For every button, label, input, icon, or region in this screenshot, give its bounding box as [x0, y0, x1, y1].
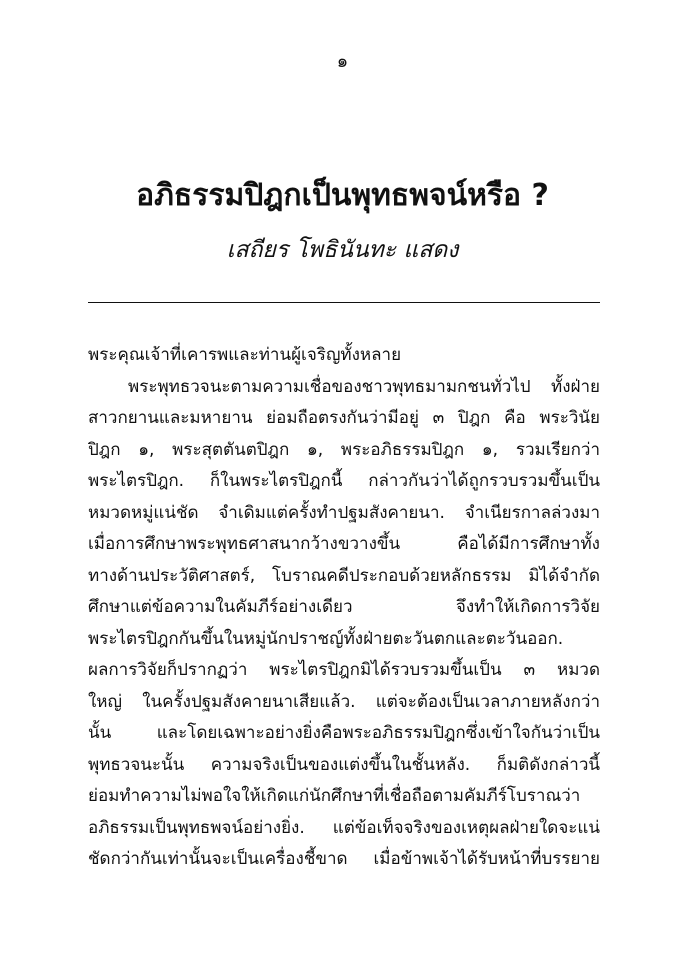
document-title: อภิธรรมปิฎกเป็นพุทธพจน์หรือ ? — [136, 178, 549, 213]
salutation-line: พระคุณเจ้าที่เคารพและท่านผู้เจริญทั้งหลาย — [88, 345, 402, 365]
body-line: ปิฎก ๑, พระสุตตันตปิฎก ๑, พระอภิธรรมปิฎก ๑, รวมเรียกว่า — [88, 439, 600, 460]
body-line: ทางด้านประวัติศาสตร์, โบราณคดีประกอบด้วยหลักธรรม มิได้จำกัด — [88, 565, 600, 586]
body-line: ใหญ่ ในครั้งปฐมสังคายนาเสียแล้ว. แต่จะต้องเป็นเวลาภายหลังกว่า — [88, 691, 600, 712]
page-number: ๑ — [336, 51, 349, 72]
body-line: สาวกยานและมหายาน ย่อมถือตรงกันว่ามีอยู่ ๓ ปิฎก คือ พระวินัย — [88, 408, 600, 428]
body-line: นั้น และโดยเฉพาะอย่างยิ่งคือพระอภิธรรมปิฎกซึ่งเข้าใจกันว่าเป็น — [88, 723, 600, 743]
body-line: ย่อมทำความไม่พอใจให้เกิดแก่นักศึกษาที่เชื่อถือตามคัมภีร์โบราณว่า — [88, 786, 581, 806]
body-line: ผลการวิจัยก็ปรากฏว่า พระไตรปิฎกมิได้รวบรวมขึ้นเป็น ๓ หมวด — [88, 660, 600, 680]
body-line: ชัดกว่ากันเท่านั้นจะเป็นเครื่องชี้ขาด เมื่อข้าพเจ้าได้รับหน้าที่บรรยาย — [88, 849, 600, 869]
author-line: เสถียร โพธินันทะ แสดง — [226, 237, 459, 263]
body-line: หมวดหมู่แน่ชัด จำเดิมแต่ครั้งทำปฐมสังคายนา. จำเนียรกาลล่วงมา — [88, 502, 600, 523]
body-line: ศึกษาแต่ข้อความในคัมภีร์อย่างเดียว จึงทำให้เกิดการวิจัย — [88, 597, 600, 617]
body-line: พระพุทธวจนะตามความเชื่อของชาวพุทธมามกชนทั่วไป ทั้งฝ่าย — [128, 376, 600, 397]
body-line: เมื่อการศึกษาพระพุทธศาสนากว้างขวางขึ้น คือได้มีการศึกษาทั้ง — [88, 534, 600, 554]
title-divider — [88, 302, 600, 303]
body-line: อภิธรรมเป็นพุทธพจน์อย่างยิ่ง. แต่ข้อเท็จจริงของเหตุผลฝ่ายใดจะแน่ — [88, 817, 600, 838]
body-line: พุทธวจนะนั้น ความจริงเป็นของแต่งขึ้นในชั้นหลัง. ก็มติดังกล่าวนี้ — [88, 754, 600, 775]
body-text — [88, 340, 600, 876]
body-line: พระไตรปิฎกกันขึ้นในหมู่นักปราชญ์ทั้งฝ่ายตะวันตกและตะวันออก. — [88, 628, 564, 649]
body-line: พระไตรปิฎก. ก็ในพระไตรปิฎกนี้ กล่าวกันว่าได้ถูกรวบรวมขึ้นเป็น — [88, 471, 600, 491]
